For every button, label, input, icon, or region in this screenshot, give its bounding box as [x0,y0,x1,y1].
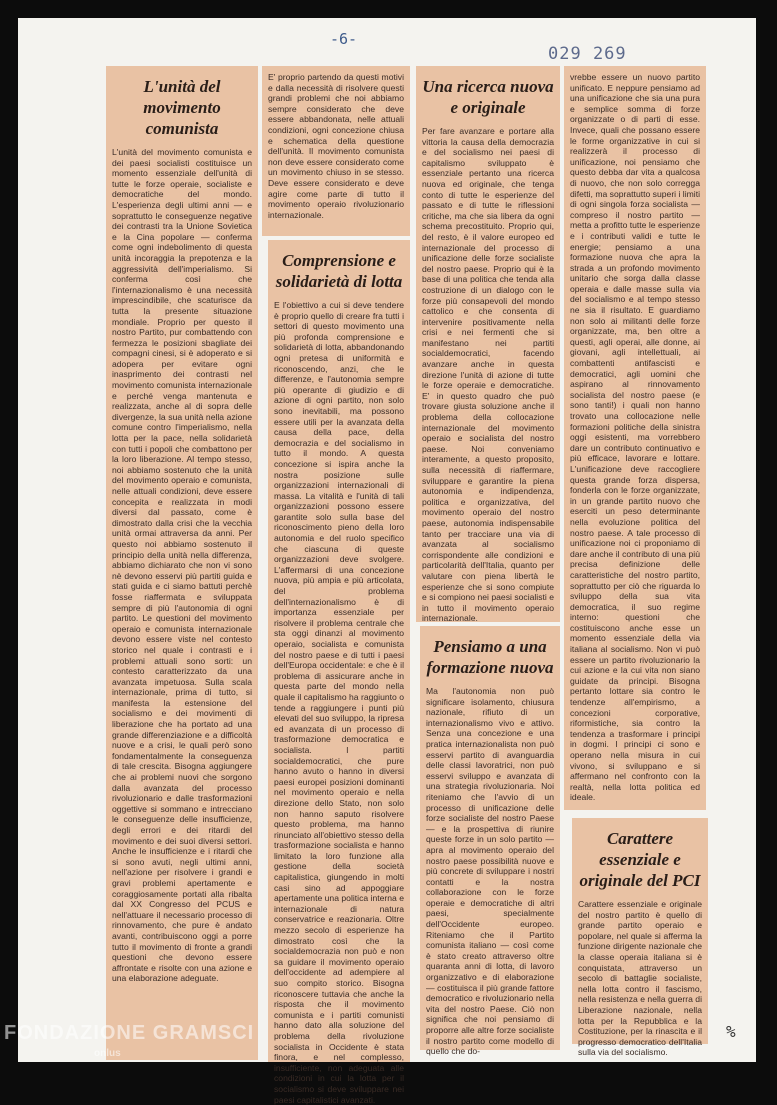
watermark-subtext: onlus [94,1048,121,1059]
article-text: Carattere essenziale e originale del nostro partito è quello di grande partito operaio e popolare, nel quale si afferma la funzione dirigente nazionale che la classe operaia italiana si è conquistata, attraverso un secolo di battaglie socialiste, nella lotta contro il fascismo, nella resistenza e nella guerra di Liberazione nazionale, nella lotta per la Repubblica e la Costituzione, per la rinascita e il progresso democratico dell'Italia sulla via del socialismo. [578,899,702,1058]
article-text: E' proprio partendo da questi motivi e dalla necessità di risolvere questi grandi problemi che noi abbiamo sempre considerato che deve essere abbandonata, nelle attuali condizioni, ogni concezione chiusa e schematica della questione dell'unità. Il movimento comunista non deve essere considerato come un movimento chiuso in se stesso. Deve essere considerato e deve agire come parte di tutto il movimento operaio rivoluzionario internazionale. [268,72,404,220]
headline-ricerca: Una ricerca nuova e originale [422,77,554,117]
watermark-logo [4,1022,255,1059]
archive-number: 029 269 [548,44,627,64]
article-text: vrebbe essere un nuovo partito unificato. E neppure pensiamo ad una unificazione che sia una pura e semplice somma di forze organizzate o di parti di esse. Invece, quali che possano essere le forme organizzative in cui si realizzerà il processo di unificazione, noi pensiamo che questo debba dar vita a qualcosa di nuovo, che non solo corregga difetti, ma soprattutto superi i limiti di ogni singola forza socialista — compreso il nostro partito — metta a profitto tutte le esperienze e i contributi validi e tutte le energie; pensiamo a una formazione nuova che apra la strada a un profondo movimento unitario che sorga dalla classe operaia e dalle masse sulla via del socialismo e al tempo stesso ne sia il risultato. E guardiamo non solo ai militanti delle forze organizzate, ma, ben oltre a questi, agli operai, alle donne, ai giovani, agli intellettuali, ai combattenti antifascisti e democratici, agli uomini che aspirano al rinnovamento socialista del nostro paese (e sono tanti!) i quali non hanno trovato una collocazione nelle formazioni politiche della sinistra oggi esistenti, ma vorrebbero dare un contributo continuativo e più efficace, lavorare e lottare. L'unificazione deve raccogliere questa grande forza dispersa, fonderla con le forze organizzate, in un grande partito nuovo che eserciti un peso determinante nella evoluzione politica del nostro paese. A tale processo di unificazione noi ci proponiamo di dare anche il contributo di una più precisa definizione delle caratteristiche del nostro partito, soprattutto per ciò che riguarda lo sviluppo della sua vita democratica, il suo regime interno: questioni che costituiscono anche esse un momento essenziale della via italiana al socialismo. Non vi può essere un partito rivoluzionario la cui azione e la cui vita non siano guidate da principi. Bisogna pertanto lottare sia contro le tendenze all'empirismo, a concezioni corporative, riformistiche, sia contro la tendenza a trasformare i principi in dogmi. I principi ci sono e operano nella misura in cui vivono, si sviluppano e si affermano nel confronto con la realtà, nella lotta politica ed ideale. [570,72,700,803]
headline-formazione: Pensiamo a una formazione nuova [426,637,554,677]
clipping-ricerca-nuova [416,66,560,622]
article-text: L'unità del movimento comunista e dei paesi socialisti costituisce un momento essenziale dell'unità di tutte le forze operaie, socialiste e democratiche del mondo. L'esperienza degli ultimi anni — e soprattutto le conseguenze negative dei contrasti tra la Unione Sovietica e la Cina popolare — conferma come ogni indebolimento di questa unità incoraggia la prepotenza e la aggressività dell'imperialismo. Si conferma così che l'internazionalismo è una necessità imprescindibile, che scaturisce da tutta la presente situazione mondiale. Proprio per questo il nostro Partito, pur combattendo con fermezza le posizioni sbagliate dei compagni cinesi, si è adoperato e si adopera per evitare ogni inasprimento dei contrasti nel movimento comunista internazionale e perché venga mantenuta e realizzata, anche al di sopra delle divergenze, la sua unità nella azione comune contro l'imperialismo, nella lotta per la pace, nella solidarietà con tutti i popoli che combattono per la loro liberazione. Al tempo stesso, noi abbiamo sostenuto che la unità del movimento operaio e comunista, nelle attuali condizioni, deve essere concepita e realizzata in modi diversi dal passato, come è dimostrato dalla crisi che la vecchia unità ormai attraversa da anni. Per questo noi abbiamo sostenuto il principio della unità nella differenza, abbiamo dichiarato che non vi sono nè devono esservi più partiti guida e stati guida e ci siamo battuti perchè fosse riaffermata e sviluppata sempre di più l'autonomia di ogni partito. Le questioni del movimento operaio e comunista internazionale devono essere viste nel contesto storico nel quale i contrasti e i problemi attuali sono sorti: un contesto caratterizzato da una avanzata impetuosa. Sulla scala internazionale, prima di tutto, si manifesta la estensione del socialismo e dei movimenti di liberazione che ha portato ad una grande differenziazione e a difficoltà nuove e a crisi, le quali però sono fondamentalmente la conseguenza di tale crescita. Bisogna aggiungere che ai problemi nuovi che sorgono dalla avanzata del processo rivoluzionario e dalle trasformazioni oggettive si sommano e intrecciano le conseguenze delle insufficienze, degli errori e dei ritardi del movimento e dei suoi diversi settori. Anche le insufficienze e i ritardi che si sono avuti, negli ultimi anni, nell'azione per risolvere i grandi e gravi problemi apertamente e coraggiosamente portati alla ribalta dal XX Congresso del PCUS e nell'attuare il necessario processo di rinnovamento, che pure è andato avanti, contribuiscono oggi a porre tutto il movimento di fronte a grandi questioni che devono essere affrontate e risolte con una azione e una elaborazione adeguate. [112,147,252,984]
clipping-comprensione [268,240,410,1105]
page-mark: -6- [330,30,358,48]
clipping-formazione-nuova [420,626,560,1057]
headline-comprensione: Comprensione e solidarietà di lotta [275,251,403,291]
article-text: Per fare avanzare e portare alla vittoria la causa della democrazia e del socialismo nei paesi di capitalismo sviluppato è essenziale pertanto una ricerca nuova ed originale, che tenga conto di tutte le esperienze del passato e di tutte le riflessioni critiche, ma che sia libera da ogni schema precostituito. Proprio qui, del resto, è il valore europeo ed internazionale del processo di unificazione delle forze socialiste del nostro paese. Proprio qui è la base di una politica che tenda alla costruzione di un dialogo con le forze più consapevoli del mondo cattolico e che consenta di intervenire positivamente nella crisi e nei fermenti che si manifestano nei partiti socialdemocratici, facendo avanzare anche in questa direzione l'unità di azione di tutte le forze operaie e democratiche. E' in questo quadro che può trovare giusta soluzione anche il problema della collocazione internazionale del movimento operaio e socialista del nostro paese. Noi conveniamo interamente, a questo proposito, sulla necessità di riaffermare, sviluppare e garantire la piena autonomia e indipendenza, politica e organizzativa, del movimento operaio del nostro paese, autonomia indispensabile tanto per tracciare una via di avanzata al socialismo corrispondente alle condizioni e particolarità dell'Italia, quanto per valutare con piena libertà le esperienze che si sono compiute e si compiono nei paesi socialisti e in tutto il movimento operaio internazionale. [422,126,554,624]
clipping-continuation [262,66,410,236]
corner-mark: % [726,1022,736,1041]
article-text: E l'obiettivo a cui si deve tendere è proprio quello di creare fra tutti i settori di questo movimento una più profonda comprensione e solidarietà di lotta, abbandonando ogni pretesa di uniformità e riconoscendo, anzi, che le differenze, e l'autonomia sempre più operante di giudizio e di azione di ogni partito, non solo sono inevitabili, ma possono essere utili per la avanzata della causa della pace, della democrazia e del socialismo in tutto il mondo. A questa concezione si ispira anche la nostra posizione sulle organizzazioni internazionali di massa. La vitalità e l'unità di tali organizzazioni possono essere garantite solo sulla base del riconoscimento pieno della loro autonomia e del ruolo specifico che ciascuna di queste organizzazioni deve svolgere. L'affermarsi di una concezione nuova, più ampia e più articolata, del problema dell'internazionalismo è di importanza essenziale per risolvere il problema centrale che sta oggi dinanzi al movimento operaio, socialista e comunista del nostro paese e di tutti i paesi dell'Europa occidentale: e che è il problema di assicurare anche in questa parte del mondo nella quale il capitalismo ha raggiunto o tende a raggiungere i punti più elevati del suo sviluppo, la ripresa ed avanzata di un processo di trasformazione democratica e socialista. I partiti socialdemocratici, che pure hanno avuto o hanno in diversi paesi europei posizioni dominanti nel movimento operaio e nella direzione dello Stato, non solo non hanno saputo risolvere questo problema, ma hanno rinunciato all'obiettivo stesso della trasformazione socialista e hanno limitato la loro funzione alla gestione della società capitalistica, giungendo in molti casi sino ad appoggiare apertamente una politica interna e internazionale di natura conservatrice e reazionaria. Oltre mezzo secolo di esperienze ha dimostrato così che la socialdemocrazia non può e non sa guidare il movimento operaio dell'occidente ad adempiere al suo compito storico. Bisogna riconoscere tuttavia che anche la risposta che il movimento comunista e i partiti comunisti hanno dato alla soluzione del problema della rivoluzione socialista in Occidente è stata finora, e nel complesso, insufficiente, non adeguata alle condizioni in cui la lotta per il socialismo si deve sviluppare nei paesi capitalistici avanzati. [274,300,404,1105]
article-text: Ma l'autonomia non può significare isolamento, chiusura nazionale, rifiuto di un internazionalismo vivo e attivo. Senza una concezione e una pratica internazionalista non può esservi partito di avanguardia delle classi lavoratrici, non può esservi sviluppo e avanzata di una strategia rivoluzionaria. Noi riteniamo che l'avvio di un processo di unificazione delle forze socialiste del nostro Paese — e la prospettiva di riunire queste forze in un solo partito — apra al movimento operaio del nostro paese possibilità nuove e più concrete di sviluppare i nostri contatti e la nostra collaborazione con le forze operaie e democratiche di altri paesi, specialmente dell'Occidente europeo. Riteniamo che il Partito comunista italiano — così come è stato creato attraverso oltre quaranta anni di lotta, di lavoro organizzativo e di elaborazione — costituisca il più grande fattore democratico e rivoluzionario nella vita del nostro Paese. Ciò non significa che noi pensiamo di proporre alle altre forze socialiste il nostro partito come modello di quello che do- [426,686,554,1057]
clipping-unita-movimento [106,66,258,1060]
clipping-carattere-pci [572,818,708,1058]
headline-carattere: Carattere essenziale e originale del PCI [579,829,701,890]
clipping-unificazione [564,66,706,810]
watermark-text: FONDAZIONE GRAMSCI [4,1022,255,1044]
headline-unita: L'unità del movimento comunista [143,77,221,138]
